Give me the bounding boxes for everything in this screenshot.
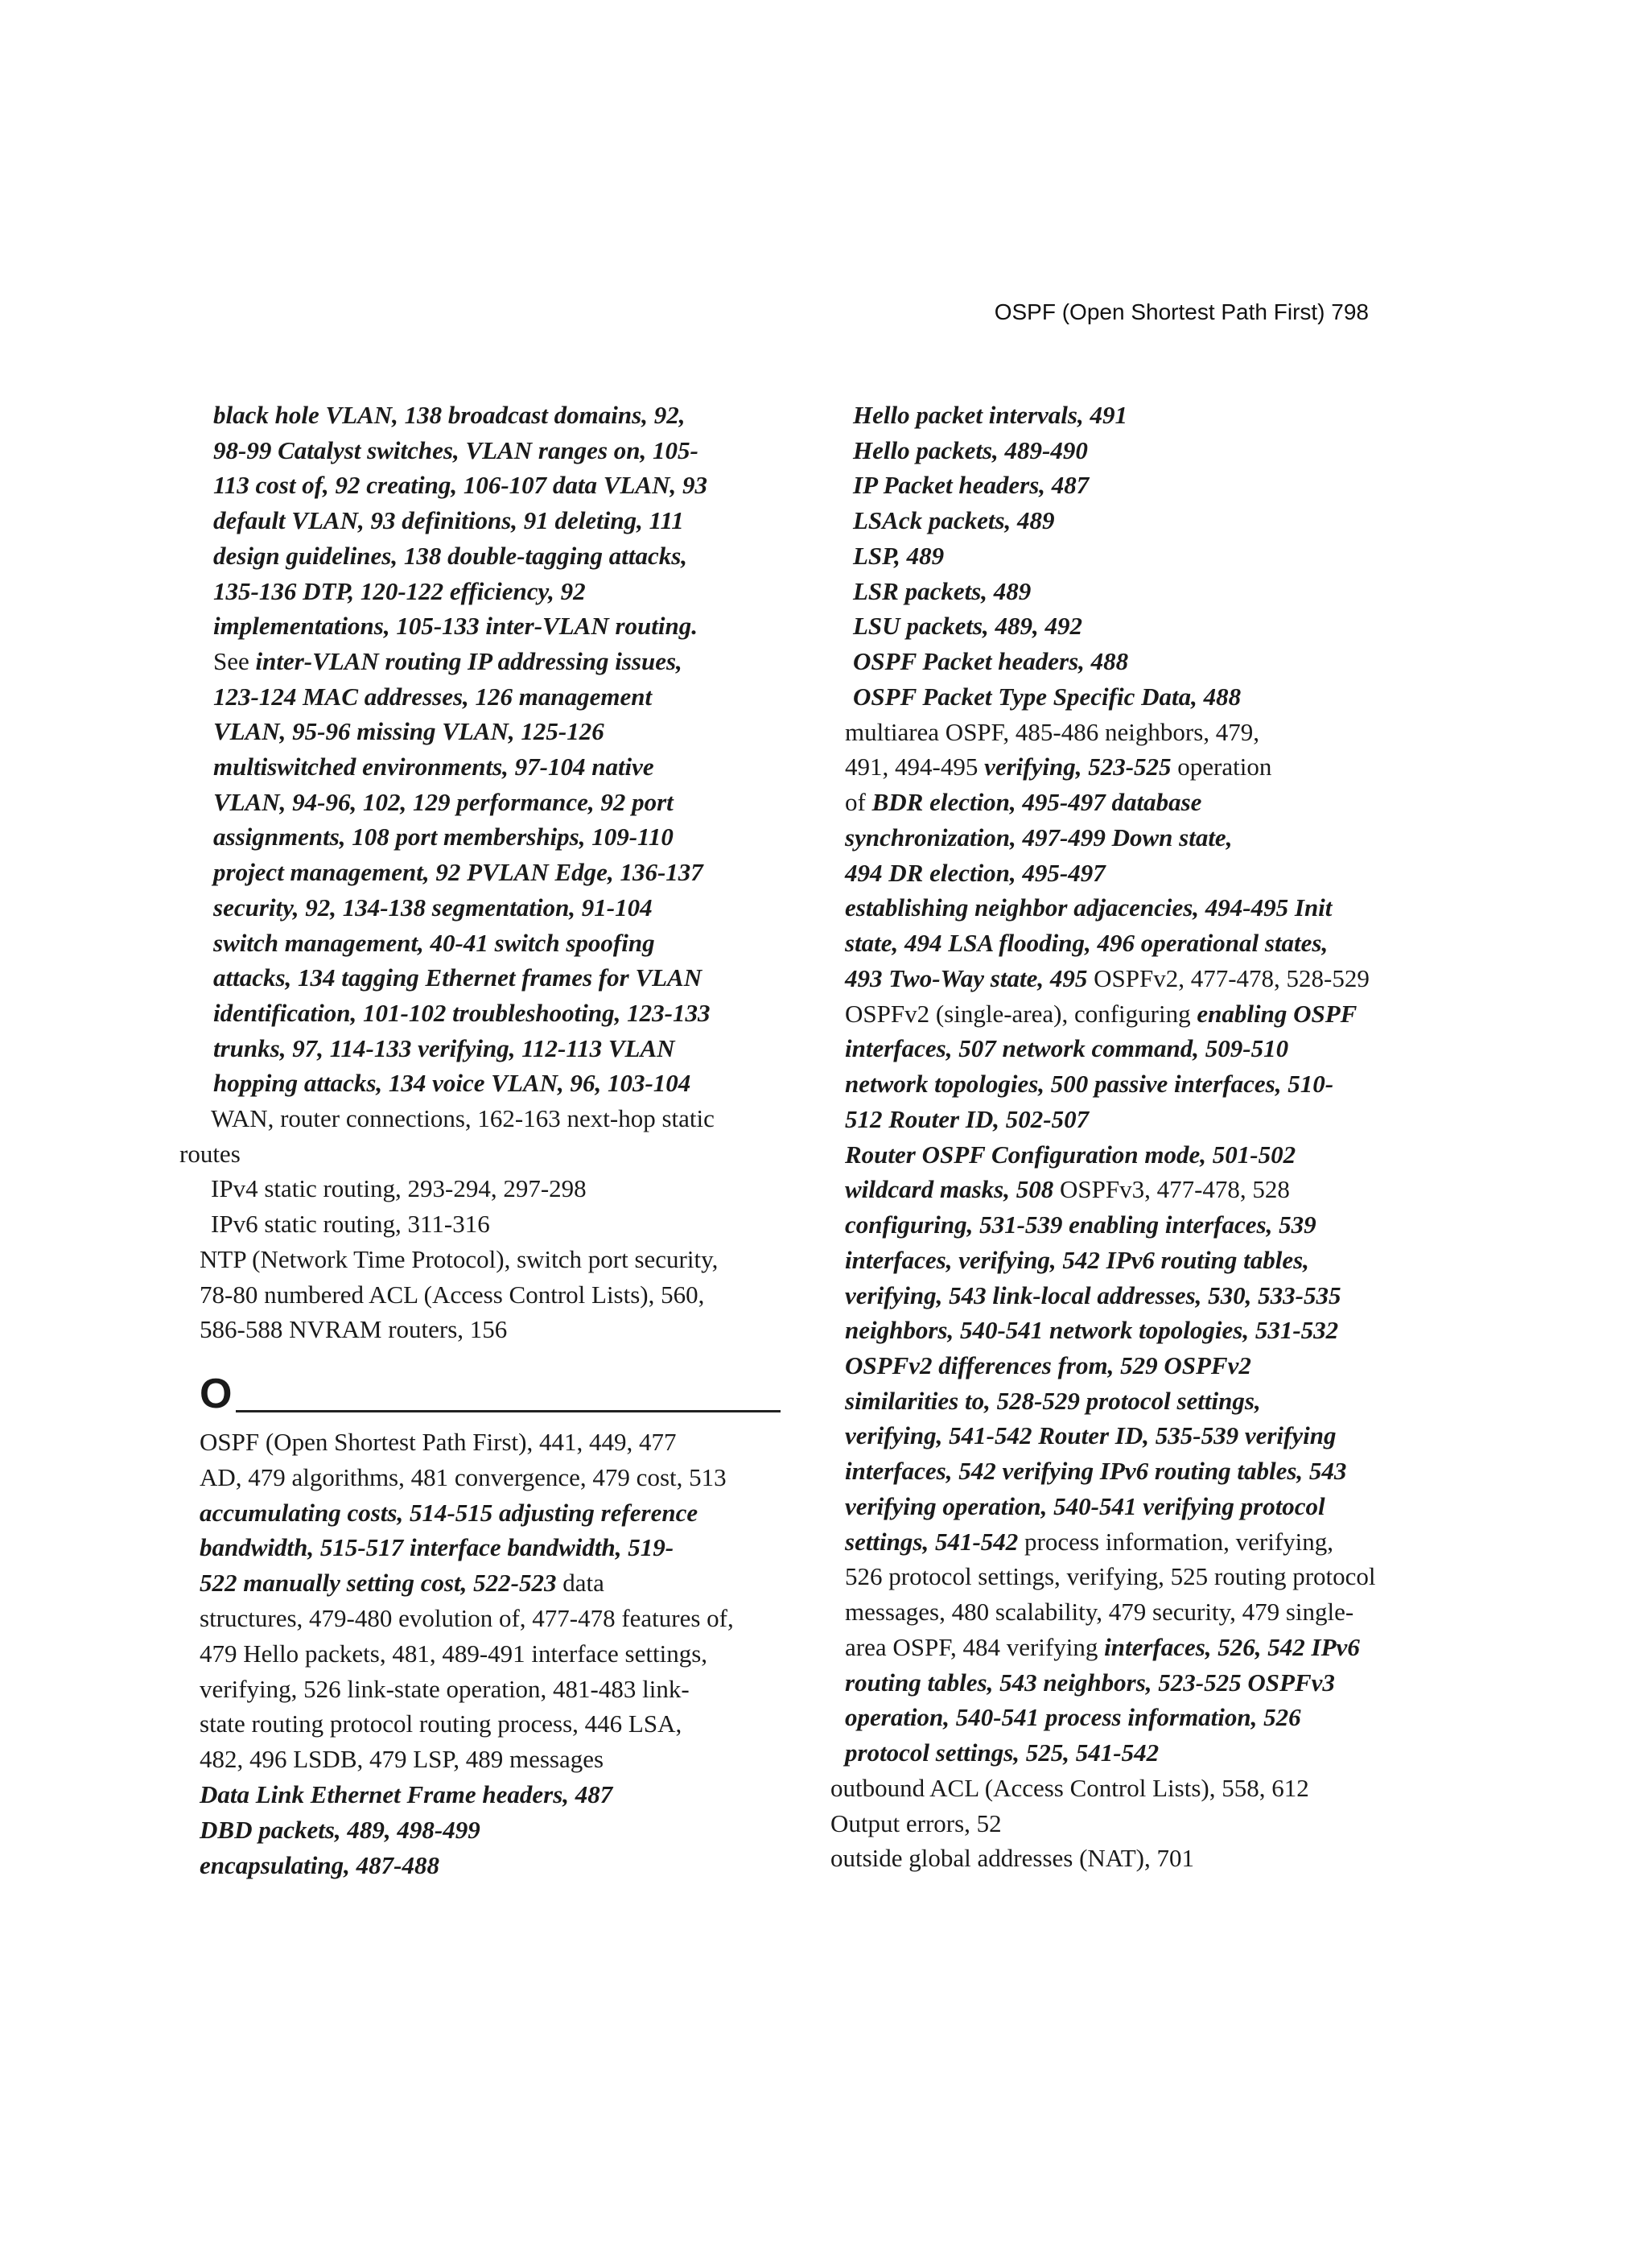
index-entry-line — [845, 961, 1370, 996]
index-entry-line: verifying, 543 link-local addresses, 530, 533-535 — [845, 1280, 1341, 1309]
index-entry-segment: area OSPF, 484 verifying — [845, 1632, 1105, 1661]
index-entry-line: OSPF Packet Type Specific Data, 488 — [853, 682, 1242, 711]
index-entry-line: network topologies, 500 passive interfaces, 510- — [845, 1070, 1334, 1099]
section-letter-heading: O — [200, 1371, 233, 1417]
index-entry-line: multiarea OSPF, 485-486 neighbors, 479, — [845, 717, 1260, 746]
index-entry-line: identification, 101-102 troubleshooting, 123-133 — [213, 998, 711, 1027]
index-entry-line: WAN, router connections, 162-163 next-hop static — [211, 1104, 715, 1132]
index-entry-line: 113 cost of, 92 creating, 106-107 data VLAN, 93 — [213, 471, 707, 500]
index-entry-line: synchronization, 497-499 Down state, — [845, 823, 1233, 852]
index-entry-line — [845, 1630, 1360, 1665]
index-entry-line: implementations, 105-133 inter-VLAN routing. — [213, 612, 698, 641]
index-entry-line: NTP (Network Time Protocol), switch port security, — [200, 1244, 719, 1273]
index-entry-line: outside global addresses (NAT), 701 — [830, 1844, 1194, 1873]
index-entry-segment: inter-VLAN routing IP addressing issues, — [255, 646, 682, 675]
index-entry-line: Data Link Ethernet Frame headers, 487 — [200, 1780, 613, 1808]
index-entry-segment: process information, verifying, — [1018, 1527, 1334, 1556]
index-entry-segment: OSPFv2, 477-478, 528-529 — [1087, 963, 1370, 992]
index-entry-line — [200, 1565, 604, 1601]
index-entry-line: project management, 92 PVLAN Edge, 136-137 — [213, 858, 703, 887]
index-entry-line: Output errors, 52 — [830, 1808, 1002, 1837]
index-entry-line — [845, 785, 1201, 820]
index-entry-line: 123-124 MAC addresses, 126 management — [213, 682, 653, 711]
index-entry-line: 586-588 NVRAM routers, 156 — [200, 1315, 508, 1344]
index-entry-line: IPv4 static routing, 293-294, 297-298 — [211, 1174, 587, 1203]
index-entry-line — [845, 1524, 1333, 1560]
index-entry-line: OSPFv2 differences from, 529 OSPFv2 — [845, 1350, 1251, 1379]
index-entry-line: verifying, 541-542 Router ID, 535-539 verifying — [845, 1421, 1337, 1450]
index-entry-line: 479 Hello packets, 481, 489-491 interface settings, — [200, 1639, 708, 1668]
index-entry-line: Router OSPF Configuration mode, 501-502 — [845, 1140, 1296, 1169]
index-entry-segment: 491, 494-495 — [845, 753, 985, 781]
index-entry-line — [845, 996, 1357, 1032]
index-entry-line: routes — [179, 1139, 241, 1168]
index-entry-segment: data — [556, 1569, 604, 1598]
index-entry-segment: wildcard masks, 508 — [845, 1175, 1054, 1204]
index-entry-line: verifying operation, 540-541 verifying protocol — [845, 1491, 1325, 1520]
index-entry-segment: verifying, 523-525 — [984, 753, 1172, 781]
index-entry-line: LSR packets, 489 — [853, 576, 1032, 605]
index-entry-line: AD, 479 algorithms, 481 convergence, 479 cost, 513 — [200, 1462, 727, 1491]
index-entry-line: default VLAN, 93 definitions, 91 deleting, 111 — [213, 506, 684, 535]
index-entry-segment: 493 Two-Way state, 495 — [845, 963, 1088, 992]
index-entry-line: black hole VLAN, 138 broadcast domains, 92, — [213, 401, 686, 429]
index-entry-line: 135-136 DTP, 120-122 efficiency, 92 — [213, 576, 586, 605]
index-entry-segment: See — [213, 646, 256, 675]
index-entry-line: accumulating costs, 514-515 adjusting reference — [200, 1498, 698, 1527]
index-entry-line: LSP, 489 — [853, 541, 945, 570]
index-entry-line: Hello packets, 489-490 — [853, 435, 1088, 464]
index-entry-line: interfaces, 542 verifying IPv6 routing tables, 543 — [845, 1457, 1347, 1486]
index-entry-segment: OSPFv2 (single-area), configuring — [845, 999, 1197, 1028]
index-entry-line: state, 494 LSA flooding, 496 operational states, — [845, 929, 1329, 958]
index-entry-line: 494 DR election, 495-497 — [845, 858, 1106, 887]
index-entry-line: hopping attacks, 134 voice VLAN, 96, 103-104 — [213, 1069, 691, 1098]
index-entry-line: messages, 480 scalability, 479 security, 479 single- — [845, 1598, 1354, 1627]
index-entry-segment: OSPFv3, 477-478, 528 — [1053, 1175, 1290, 1204]
index-entry-line: neighbors, 540-541 network topologies, 531-532 — [845, 1316, 1339, 1345]
index-entry-line: 482, 496 LSDB, 479 LSP, 489 messages — [200, 1745, 604, 1774]
index-entry-line: switch management, 40-41 switch spoofing — [213, 928, 655, 957]
index-entry-line: similarities to, 528-529 protocol settings, — [845, 1386, 1261, 1415]
index-entry-line: interfaces, 507 network command, 509-510 — [845, 1034, 1289, 1063]
index-entry-line: LSAck packets, 489 — [853, 506, 1055, 535]
index-entry-line: outbound ACL (Access Control Lists), 558, 612 — [830, 1773, 1309, 1802]
running-head: OSPF (Open Shortest Path First) 798 — [994, 299, 1369, 324]
index-entry-line: assignments, 108 port memberships, 109-110 — [213, 823, 674, 852]
index-entry-line: verifying, 526 link-state operation, 481-483 link- — [200, 1674, 690, 1703]
index-entry-line: routing tables, 543 neighbors, 523-525 OSPFv3 — [845, 1668, 1335, 1697]
index-entry-segment: operation — [1171, 753, 1272, 781]
index-entry-line: structures, 479-480 evolution of, 477-478 features of, — [200, 1604, 734, 1632]
index-entry-segment: of — [845, 788, 872, 817]
index-entry-line: trunks, 97, 114-133 verifying, 112-113 VLAN — [213, 1033, 675, 1062]
index-entry-line: LSU packets, 489, 492 — [853, 612, 1083, 641]
index-entry-line — [845, 749, 1271, 785]
index-entry-line: 526 protocol settings, verifying, 525 routing protocol — [845, 1562, 1376, 1591]
section-divider-rule — [236, 1410, 781, 1412]
index-entry-line: interfaces, verifying, 542 IPv6 routing tables, — [845, 1245, 1309, 1274]
index-entry-segment: 522 manually setting cost, 522-523 — [200, 1569, 557, 1598]
index-entry-line — [213, 644, 682, 679]
index-entry-line: VLAN, 95-96 missing VLAN, 125-126 — [213, 717, 604, 746]
index-entry-line: 78-80 numbered ACL (Access Control Lists), 560, — [200, 1280, 705, 1309]
index-entry-line: design guidelines, 138 double-tagging attacks, — [213, 541, 688, 570]
index-entry-line: bandwidth, 515-517 interface bandwidth, 519- — [200, 1533, 674, 1562]
index-entry-line: encapsulating, 487-488 — [200, 1850, 439, 1879]
index-entry-line: OSPF Packet headers, 488 — [853, 647, 1129, 676]
index-entry-line: protocol settings, 525, 541-542 — [845, 1738, 1160, 1767]
index-entry-line: VLAN, 94-96, 102, 129 performance, 92 port — [213, 787, 674, 816]
index-entry-segment: settings, 541-542 — [845, 1527, 1019, 1556]
index-entry-segment: interfaces, 526, 542 IPv6 — [1104, 1632, 1360, 1661]
index-entry-line: multiswitched environments, 97-104 native — [213, 753, 654, 781]
index-entry-line: Hello packet intervals, 491 — [853, 401, 1127, 429]
index-entry-line: establishing neighbor adjacencies, 494-495 Init — [845, 893, 1333, 922]
index-entry-line: operation, 540-541 process information, 526 — [845, 1703, 1301, 1732]
index-entry-line: OSPF (Open Shortest Path First), 441, 449, 477 — [200, 1428, 677, 1456]
index-entry-segment: BDR election, 495-497 database — [871, 788, 1202, 817]
index-entry-line — [845, 1172, 1290, 1207]
index-entry-line: configuring, 531-539 enabling interfaces, 539 — [845, 1210, 1316, 1239]
index-entry-line: security, 92, 134-138 segmentation, 91-104 — [213, 893, 653, 922]
index-entry-line: 512 Router ID, 502-507 — [845, 1104, 1090, 1133]
index-entry-line: state routing protocol routing process, 446 LSA, — [200, 1709, 682, 1738]
index-entry-line: attacks, 134 tagging Ethernet frames for VLAN — [213, 963, 702, 992]
index-entry-line: 98-99 Catalyst switches, VLAN ranges on, 105- — [213, 435, 698, 464]
index-entry-segment: enabling OSPF — [1197, 999, 1358, 1028]
index-entry-line: IP Packet headers, 487 — [853, 471, 1090, 500]
index-entry-line: IPv6 static routing, 311-316 — [211, 1210, 490, 1239]
index-entry-line: DBD packets, 489, 498-499 — [200, 1815, 480, 1844]
